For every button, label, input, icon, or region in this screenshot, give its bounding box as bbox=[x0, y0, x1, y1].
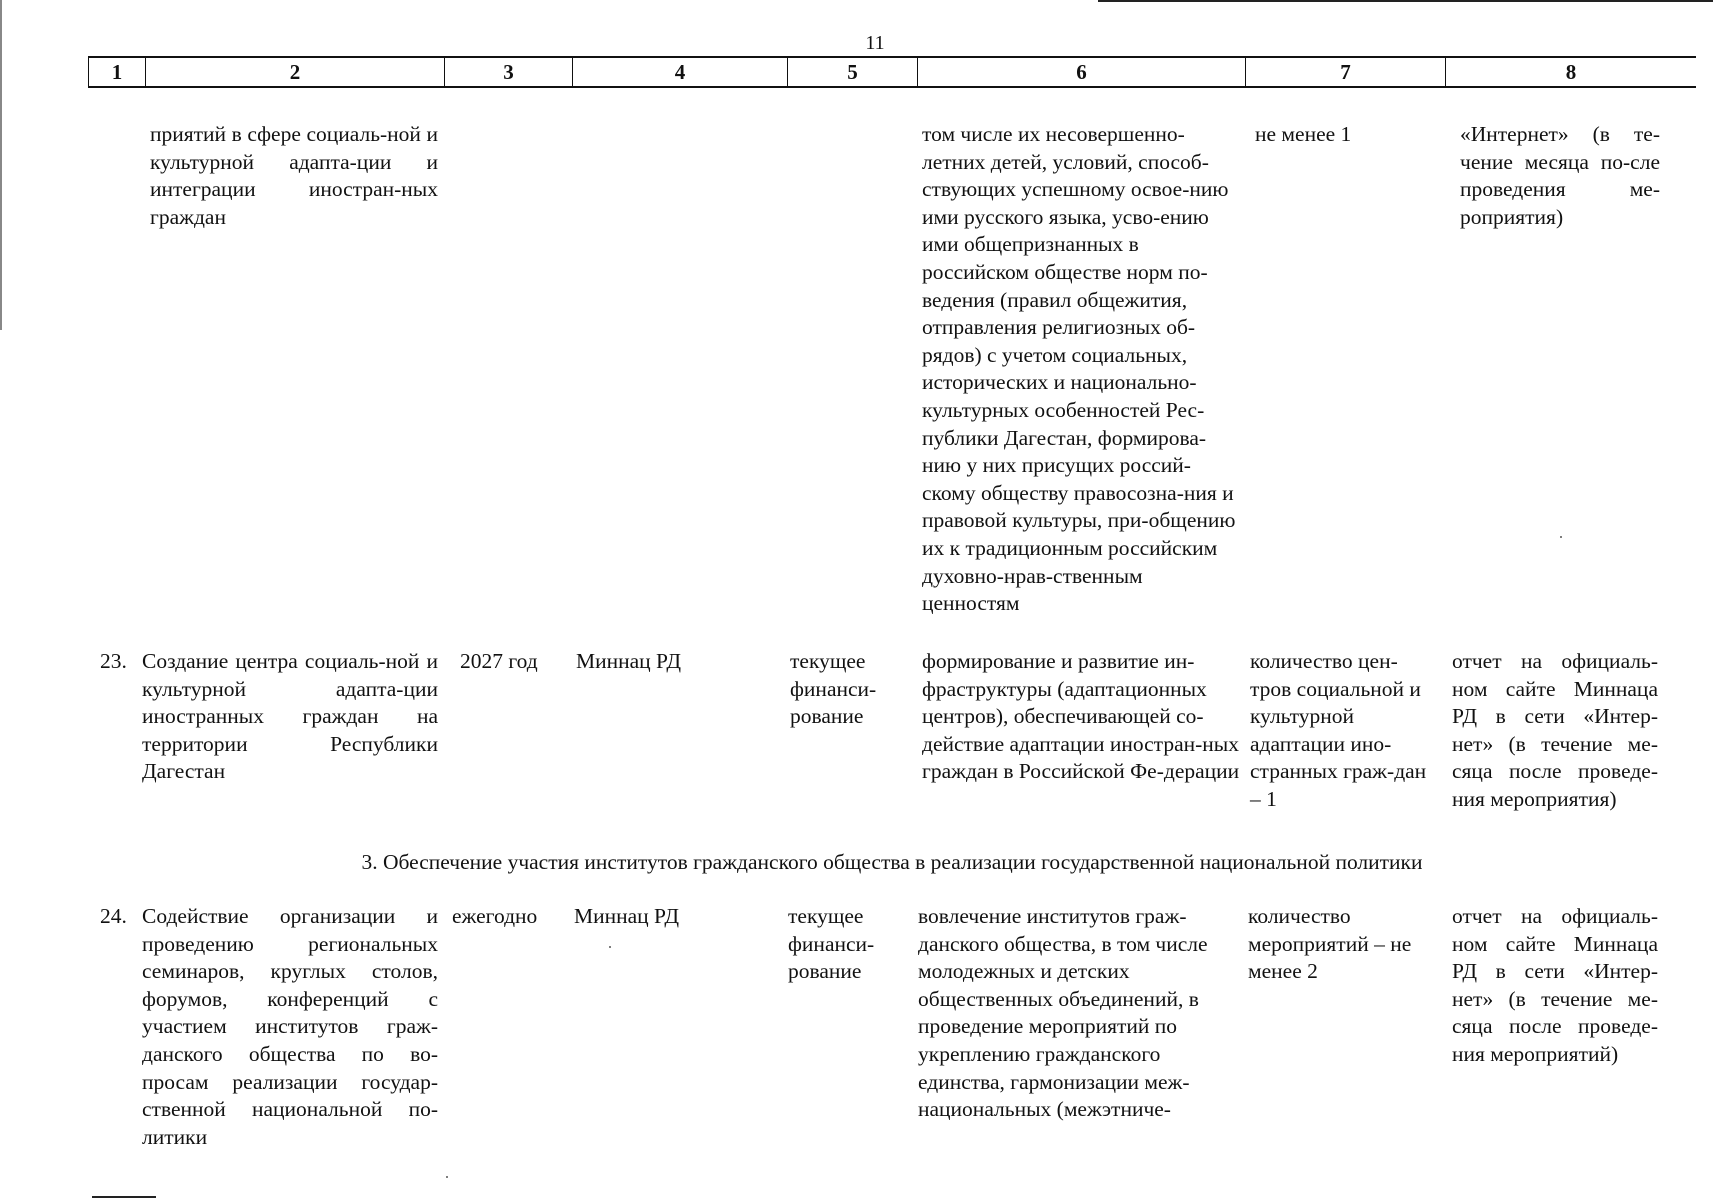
result-cell: вовлечение институтов граж-данского общества, в том числе молодежных и детских общественных объединений, в проведение мероприятий по укреплению гражданского единства, гармонизации меж-национальных (межэтниче- bbox=[918, 904, 1208, 1122]
scan-speck bbox=[609, 946, 611, 948]
executor-cell: Миннац РД bbox=[574, 904, 680, 928]
column-number-8: 8 bbox=[1565, 60, 1577, 84]
report-cell: «Интернет» (в те-чение месяца по-сле проведения ме-роприятия) bbox=[1460, 122, 1660, 229]
column-number-6: 6 bbox=[918, 58, 1246, 86]
column-number-7: 7 bbox=[1246, 58, 1446, 86]
scan-edge-line bbox=[1098, 0, 1713, 2]
indicator-cell: количество мероприятий – не менее 2 bbox=[1248, 904, 1412, 984]
page-number: 11 bbox=[865, 32, 885, 54]
row-number: 23. bbox=[100, 649, 127, 673]
column-number-3: 3 bbox=[445, 58, 573, 86]
row-number: 24. bbox=[100, 904, 127, 928]
indicator-cell: количество цен-тров социальной и культурной адаптации ино-странных граж-дан – 1 bbox=[1250, 649, 1427, 811]
funding-cell: текущее финанси-рование bbox=[788, 904, 875, 984]
column-number-5: 5 bbox=[788, 58, 918, 86]
result-cell: формирование и развитие ин-фраструктуры (адаптационных центров), обеспечивающей со-действие адаптации иностран-ных граждан в Российской Фе-дерации bbox=[922, 649, 1240, 784]
event-cell: приятий в сфере социаль-ной и культурной адапта-ции и интеграции иностран-ных граждан bbox=[150, 122, 438, 229]
report-cell: отчет на официаль-ном сайте Миннаца РД в сети «Интер-нет» (в течение ме-сяца после проведе-ния мероприятий) bbox=[1452, 904, 1658, 1066]
executor-cell: Миннац РД bbox=[576, 649, 682, 673]
indicator-cell: не менее 1 bbox=[1255, 122, 1352, 146]
funding-cell: текущее финанси-рование bbox=[790, 649, 877, 729]
event-cell: Содействие организации и проведению региональных семинаров, круглых столов, форумов, конференций с участием институтов граж-данского общества по во-просам реализации государ-ственной национальной по-литики bbox=[142, 904, 438, 1149]
event-cell: Создание центра социаль-ной и культурной адапта-ции иностранных граждан на территории Республики Дагестан bbox=[142, 649, 438, 784]
report-cell: отчет на официаль-ном сайте Миннаца РД в сети «Интер-нет» (в течение ме-сяца после проведе-ния мероприятия) bbox=[1452, 649, 1658, 811]
column-number-4: 4 bbox=[573, 58, 788, 86]
table-header-row bbox=[88, 56, 1696, 88]
scan-speck bbox=[1560, 536, 1562, 538]
scan-edge-line bbox=[0, 0, 2, 330]
term-cell: 2027 год bbox=[460, 649, 538, 673]
column-number-2: 2 bbox=[146, 58, 445, 86]
scan-speck bbox=[446, 1176, 448, 1178]
section-heading: 3. Обеспечение участия институтов гражданского общества в реализации государственной национальной политики bbox=[361, 850, 1423, 874]
term-cell: ежегодно bbox=[452, 904, 538, 928]
result-cell: том числе их несовершенно-летних детей, условий, способ-ствующих успешному освое-нию ими русского языка, усво-ению ими общепризнанных в российском обществе норм по-ведения (правил общежития, отправления религиозных об-рядов) с учетом социальных, исторических и национально-культурных особенностей Рес-публики Дагестан, формирова-нию у них присущих россий-скому обществу правосозна-ния и правовой культуры, при-общению их к традиционным российским духовно-нрав-ственным ценностям bbox=[922, 122, 1236, 616]
footnote-separator bbox=[92, 1196, 156, 1198]
column-number-1: 1 bbox=[88, 58, 146, 86]
